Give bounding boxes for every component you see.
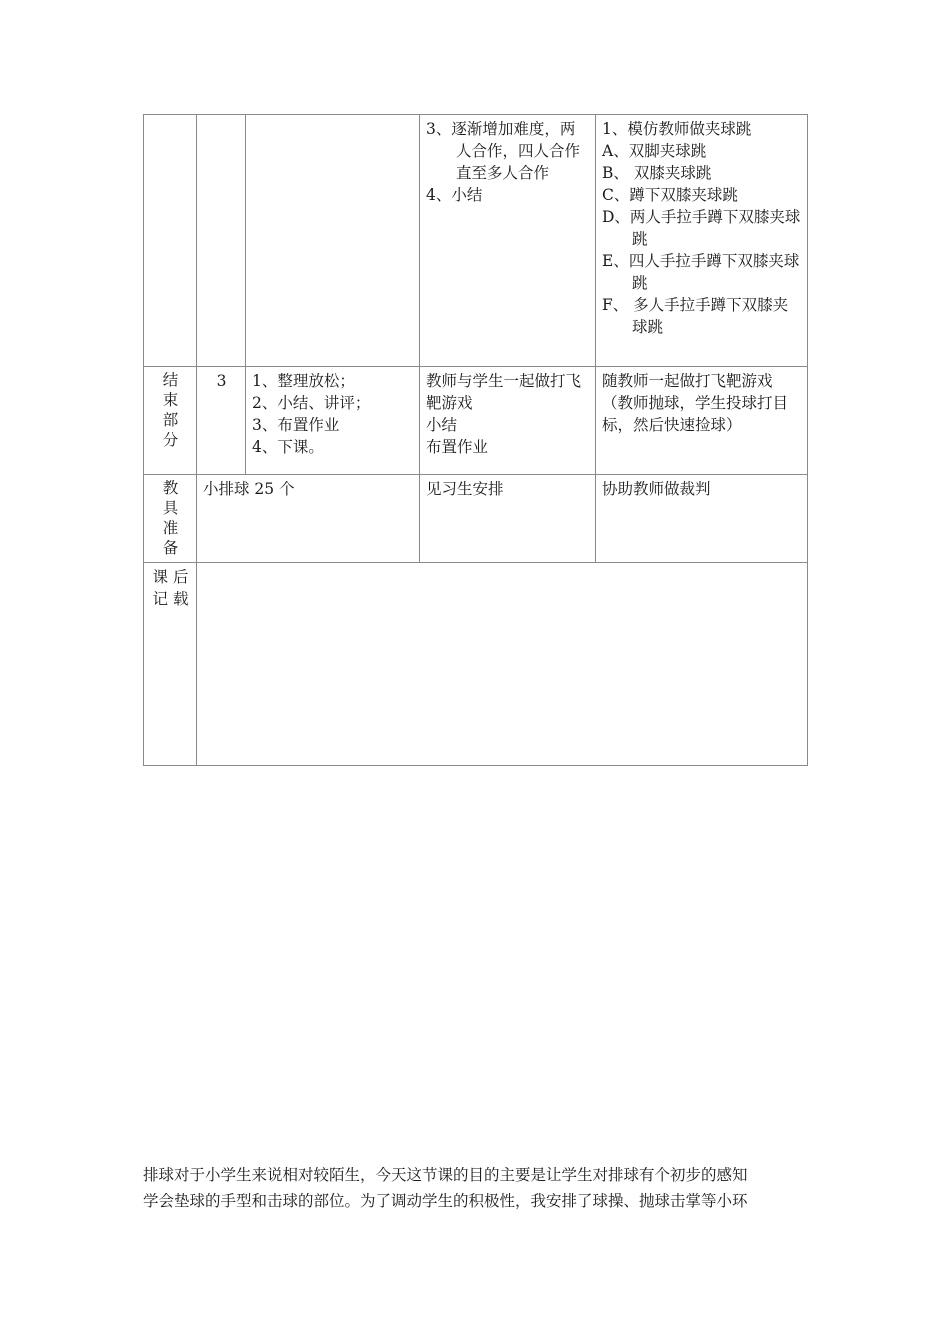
table-row — [144, 475, 808, 563]
phase-char: 教 — [162, 479, 179, 497]
phase-char: 课 — [152, 567, 169, 586]
teacher-activity-line: 3、逐渐增加难度，两人合作，四人合作直至多人合作 — [426, 120, 581, 182]
phase-char: 分 — [162, 431, 179, 450]
teacher-activity-line: 小结 — [426, 416, 458, 434]
phase-char: 结 — [162, 371, 179, 389]
student-activity-line: C、蹲下双膝夹球跳 — [602, 186, 738, 204]
student-activity-line: B、 双膝夹球跳 — [602, 164, 712, 182]
phase-char: 部 — [162, 411, 179, 430]
teacher-activity-line: 教师与学生一起做打飞靶游戏 — [426, 372, 582, 412]
reflection-line: 学会垫球的手型和击球的部位。为了调动学生的积极性，我安排了球操、抛球击掌等小环 — [143, 1192, 748, 1211]
phase-char: 后 — [172, 567, 189, 586]
student-activity-line: D、两人手拉手蹲下双膝夹球跳 — [602, 208, 801, 248]
table-row — [144, 115, 808, 367]
cell-content-ending — [246, 367, 420, 475]
student-activity-line: F、 多人手拉手蹲下双膝夹球跳 — [602, 296, 789, 336]
cell-time-empty — [197, 115, 246, 367]
phase-char: 准 — [162, 519, 179, 538]
cell-student-activity-ending — [596, 367, 808, 475]
cell-equipment-value: 小排球 25 个 — [197, 475, 420, 563]
cell-student-activity — [596, 115, 808, 367]
cell-phase-notes — [144, 562, 197, 765]
cell-teacher-activity-ending — [420, 367, 596, 475]
student-activity-line: A、双脚夹球跳 — [602, 142, 707, 160]
reflection-line: 排球对于小学生来说相对较陌生，今天这节课的目的主要是让学生对排球有个初步的感知 — [143, 1166, 748, 1184]
student-activity-line: E、四人手拉手蹲下双膝夹球跳 — [602, 252, 800, 292]
cell-trainee-arrangement: 见习生安排 — [420, 475, 596, 563]
content-line: 4、下课。 — [252, 438, 324, 456]
phase-char: 记 — [152, 589, 169, 608]
cell-trainee-duty: 协助教师做裁判 — [596, 475, 808, 563]
phase-char: 备 — [162, 539, 179, 558]
content-line: 3、布置作业 — [252, 416, 340, 434]
student-activity-line: 1、模仿教师做夹球跳 — [602, 120, 752, 138]
cell-time-ending: 3 — [197, 367, 246, 475]
cell-phase-equipment — [144, 475, 197, 563]
teacher-activity-line: 布置作业 — [426, 438, 489, 456]
content-line: 2、小结、讲评； — [252, 394, 371, 412]
phase-char: 具 — [162, 499, 179, 518]
table-row — [144, 562, 808, 765]
cell-notes-body[interactable] — [197, 562, 808, 765]
cell-teacher-activity — [420, 115, 596, 367]
cell-phase-empty — [144, 115, 197, 367]
student-activity-line: 随教师一起做打飞靶游戏（教师抛球，学生投球打目标，然后快速捡球） — [602, 372, 789, 434]
phase-char: 载 — [172, 589, 189, 608]
cell-content-empty — [246, 115, 420, 367]
reflection-paragraph — [143, 1162, 817, 1215]
table-row — [144, 367, 808, 475]
teacher-activity-line: 4、小结 — [426, 186, 483, 204]
cell-phase-ending — [144, 367, 197, 475]
content-line: 1、整理放松； — [252, 372, 355, 390]
phase-char: 束 — [162, 391, 179, 410]
lesson-plan-table — [143, 114, 808, 766]
